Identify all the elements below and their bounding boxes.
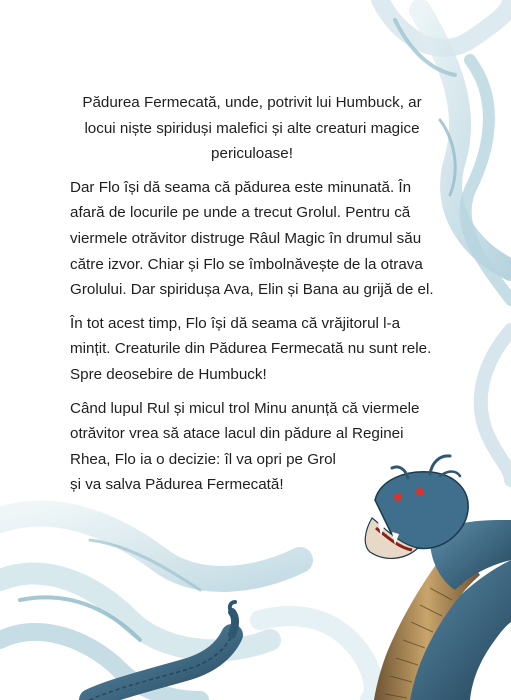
text-line: În tot acest timp, Flo își dă seama că vrăjitorul l-a xyxy=(70,314,401,332)
paragraph xyxy=(52,90,452,167)
paragraph xyxy=(52,311,452,388)
text-line: afară de locurile pe unde a trecut Grolul. Pentru că xyxy=(70,204,411,222)
text-line: către izvor. Chiar și Flo se îmbolnăvește de la otrava xyxy=(70,255,423,273)
text-line: viermele otrăvitor distruge Râul Magic în drumul său xyxy=(70,229,422,247)
text-line: mințit. Creaturile din Pădurea Fermecată nu sunt rele. xyxy=(70,340,432,358)
text-line: otrăvitor vrea să atace lacul din pădure al Reginei xyxy=(70,425,404,443)
story-text xyxy=(52,90,452,506)
text-line: și va salva Pădurea Fermecată! xyxy=(70,476,284,494)
paragraph xyxy=(52,175,452,303)
text-line: locui niște spiriduși malefici și alte creaturi magice xyxy=(84,119,420,137)
text-line: Dar Flo își dă seama că pădurea este minunată. În xyxy=(70,178,412,196)
text-line: Grolului. Dar spiridușa Ava, Elin și Bana au grijă de el. xyxy=(70,281,434,299)
text-line: Spre deosebire de Humbuck! xyxy=(70,365,267,383)
text-line: Când lupul Rul și micul trol Minu anunță că viermele xyxy=(70,399,420,417)
paragraph xyxy=(52,396,452,498)
text-line: periculoase! xyxy=(211,145,293,163)
text-line: Rhea, Flo ia o decizie: îl va opri pe Grol xyxy=(70,450,336,468)
text-line: Pădurea Fermecată, unde, potrivit lui Humbuck, ar xyxy=(82,94,422,111)
